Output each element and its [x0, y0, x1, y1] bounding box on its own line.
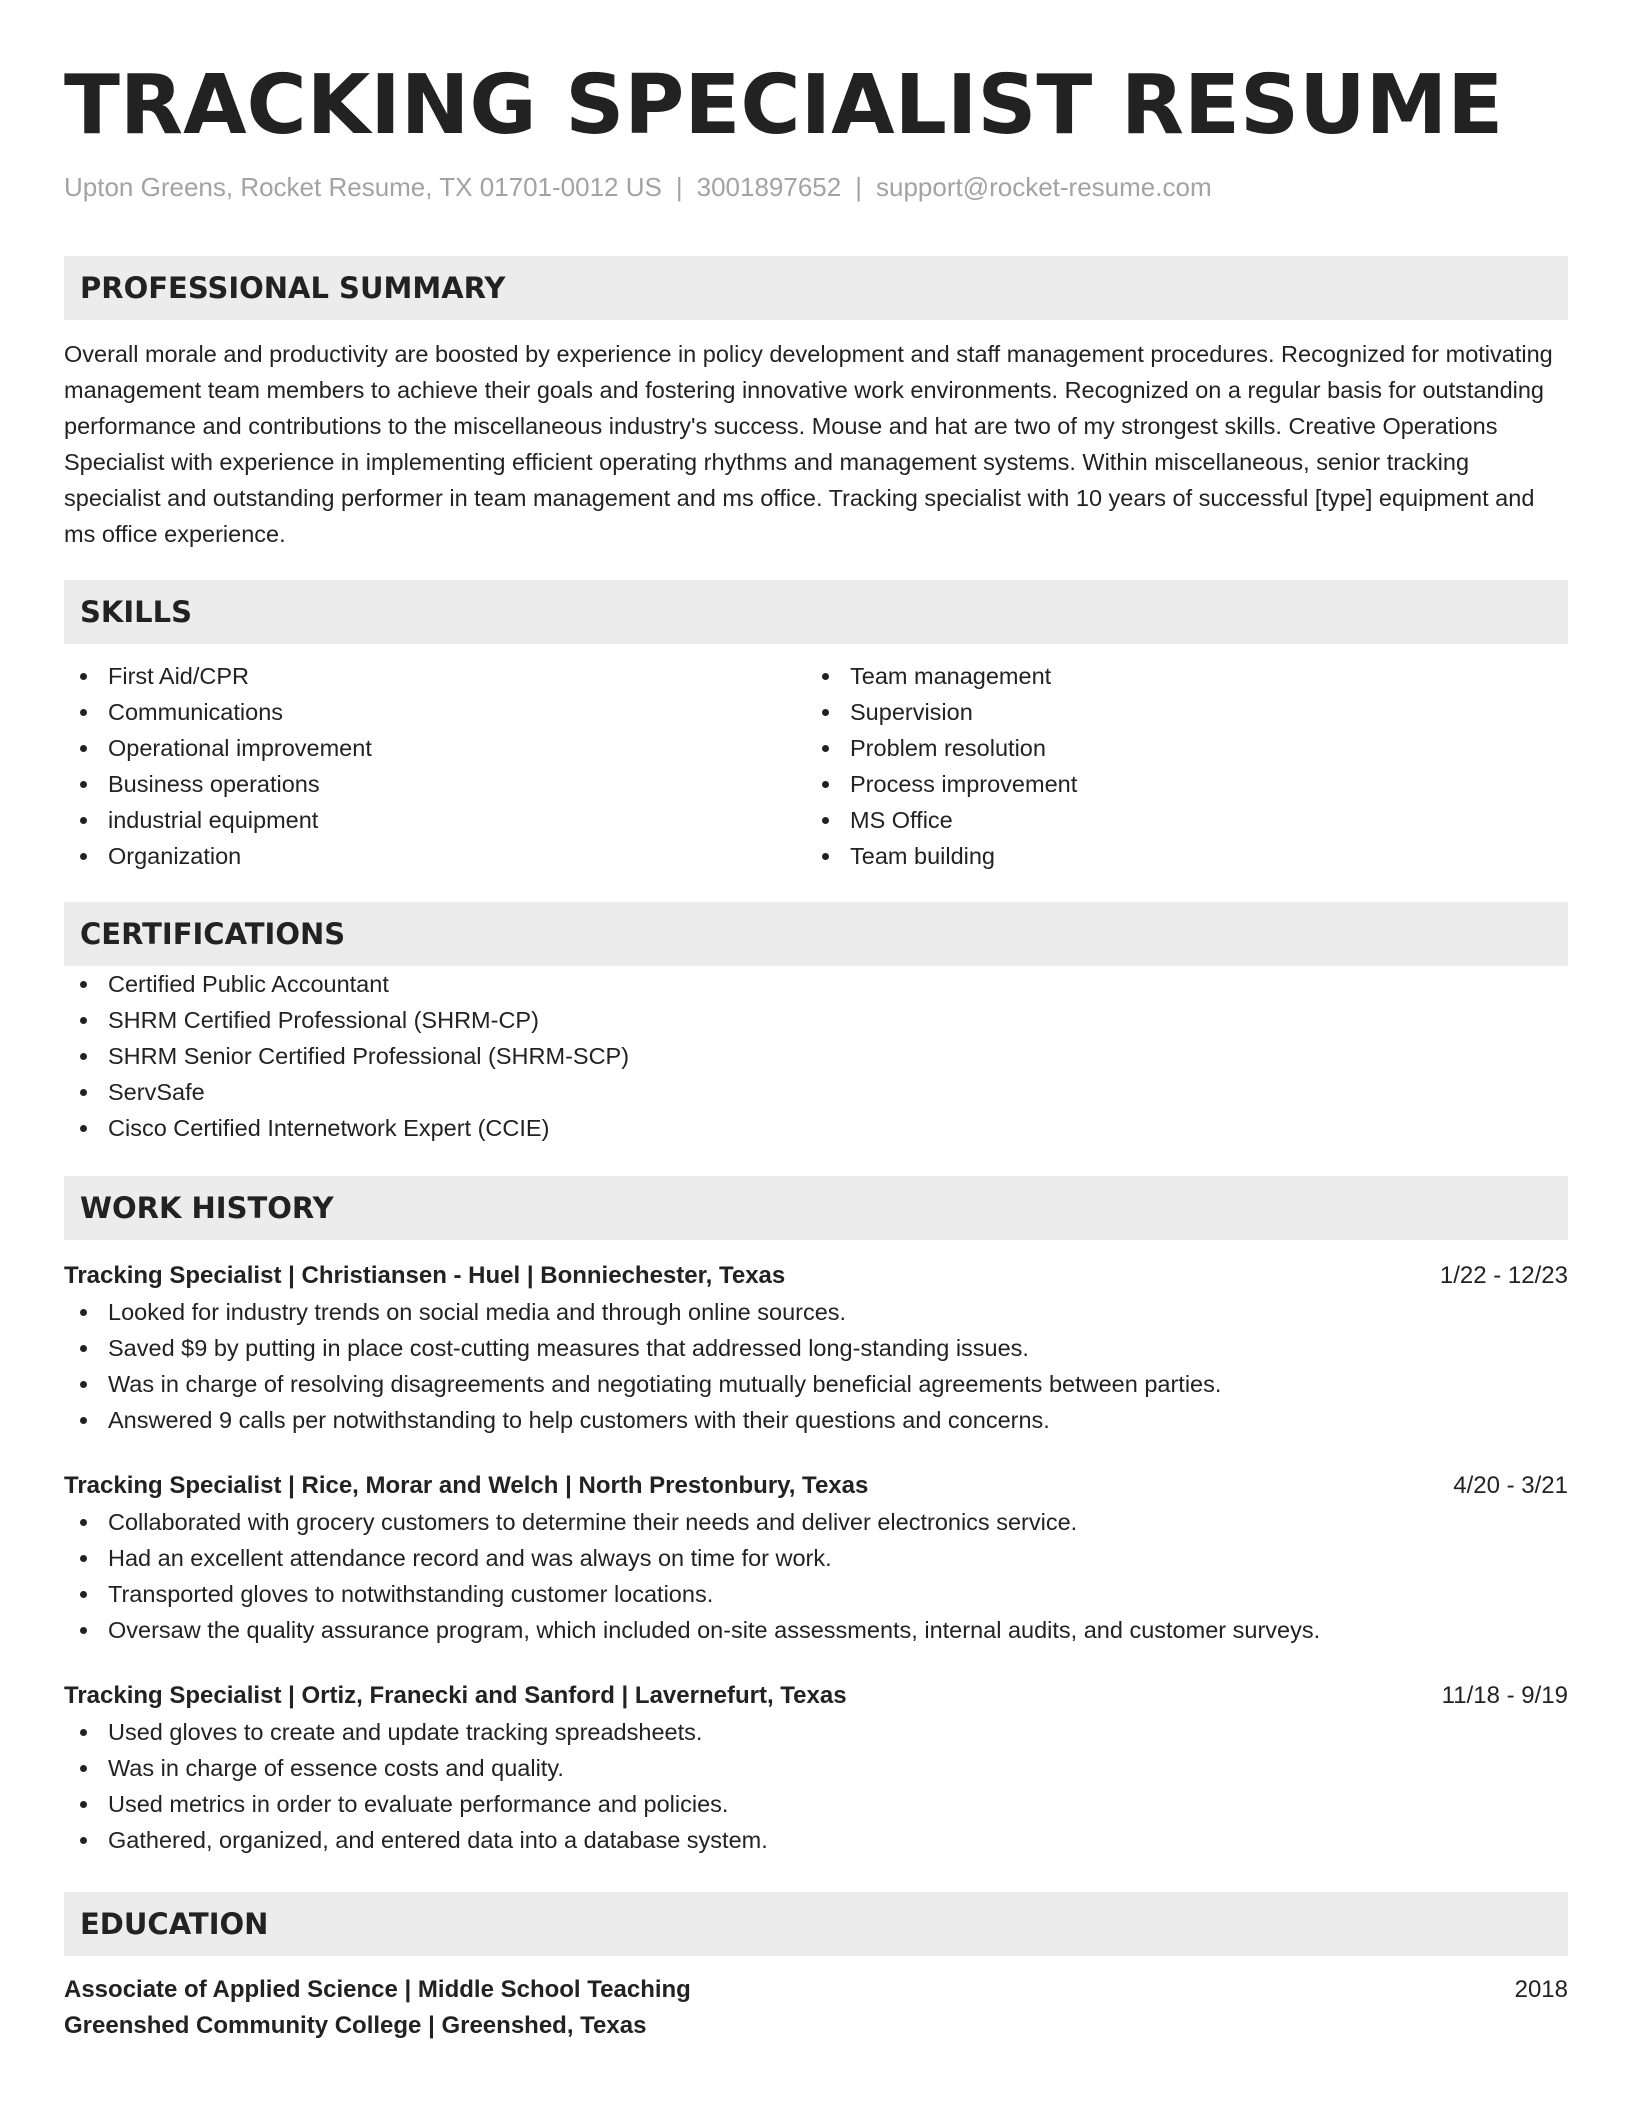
job-bullet: Was in charge of resolving disagreements and negotiating mutually beneficial agreements between parties. [64, 1366, 1568, 1402]
job-title: Tracking Specialist | Ortiz, Franecki and Sanford | Lavernefurt, Texas [64, 1682, 847, 1709]
resume-page [64, 56, 1568, 2044]
job-bullet: Oversaw the quality assurance program, which included on-site assessments, internal audits, and customer surveys. [64, 1612, 1568, 1648]
job-bullet: Had an excellent attendance record and was always on time for work. [64, 1540, 1568, 1576]
contact-line [64, 170, 1568, 204]
skills-grid [64, 658, 1568, 874]
skill-item: industrial equipment [64, 802, 806, 838]
contact-separator: | [855, 172, 862, 202]
skill-item: First Aid/CPR [64, 658, 806, 694]
skills-left-column [64, 658, 806, 874]
education-degree: Associate of Applied Science | Middle School Teaching [64, 1976, 691, 2003]
job-dates: 11/18 - 9/19 [1441, 1682, 1568, 1709]
education-header [64, 1972, 1568, 2008]
education-heading: EDUCATION [64, 1892, 1568, 1956]
job-bullets [64, 1714, 1568, 1858]
job-bullet: Was in charge of essence costs and quality. [64, 1750, 1568, 1786]
summary-text: Overall morale and productivity are boosted by experience in policy development and staff management procedures. Recognized for motivating management team members to achieve their goals and fostering innovative work environments. Recognized on a regular basis for outstanding performance and contributions to the miscellaneous industry's success. Mouse and hat are two of my strongest skills. Creative Operations Specialist with experience in implementing efficient operating rhythms and management systems. Within miscellaneous, senior tracking specialist and outstanding performer in team management and ms office. Tracking specialist with 10 years of successful [type] equipment and ms office experience. [64, 341, 1553, 547]
contact-separator: | [675, 172, 683, 202]
job-bullet: Answered 9 calls per notwithstanding to help customers with their questions and concerns. [64, 1402, 1568, 1438]
skill-item: Communications [64, 694, 806, 730]
skill-item: Operational improvement [64, 730, 806, 766]
contact-address: Upton Greens, Rocket Resume, TX 01701-0012 US [64, 172, 662, 202]
job-title: Tracking Specialist | Christiansen - Huel | Bonniechester, Texas [64, 1262, 786, 1289]
job-bullets [64, 1294, 1568, 1438]
summary-heading: PROFESSIONAL SUMMARY [64, 256, 1568, 320]
certification-item: Cisco Certified Internetwork Expert (CCIE) [64, 1110, 1568, 1146]
certifications-list [64, 966, 1568, 1146]
job-entry [64, 1258, 1568, 1438]
education-year: 2018 [1514, 1976, 1568, 2003]
job-entry [64, 1468, 1568, 1648]
job-bullet: Transported gloves to notwithstanding customer locations. [64, 1576, 1568, 1612]
work-history-section [64, 1176, 1568, 1858]
job-dates: 4/20 - 3/21 [1453, 1472, 1568, 1499]
job-bullet: Gathered, organized, and entered data into a database system. [64, 1822, 1568, 1858]
skill-item: Team building [806, 838, 1548, 874]
certifications-heading: CERTIFICATIONS [64, 902, 1568, 966]
contact-phone: 3001897652 [696, 172, 842, 202]
job-header [64, 1678, 1568, 1714]
job-bullet: Saved $9 by putting in place cost-cutting measures that addressed long-standing issues. [64, 1330, 1568, 1366]
skill-item: Problem resolution [806, 730, 1548, 766]
job-bullet: Looked for industry trends on social media and through online sources. [64, 1294, 1568, 1330]
skills-section [64, 580, 1568, 874]
education-section [64, 1892, 1568, 2044]
skills-heading: SKILLS [64, 580, 1568, 644]
job-title: Tracking Specialist | Rice, Morar and Welch | North Prestonbury, Texas [64, 1472, 869, 1499]
job-bullet: Used gloves to create and update tracking spreadsheets. [64, 1714, 1568, 1750]
skill-item: Process improvement [806, 766, 1548, 802]
certification-item: SHRM Certified Professional (SHRM-CP) [64, 1002, 1568, 1038]
education-entry [64, 1972, 1568, 2044]
skills-right-column [806, 658, 1548, 874]
certification-item: ServSafe [64, 1074, 1568, 1110]
job-bullet: Used metrics in order to evaluate performance and policies. [64, 1786, 1568, 1822]
skill-item: Supervision [806, 694, 1548, 730]
job-bullet: Collaborated with grocery customers to determine their needs and deliver electronics service. [64, 1504, 1568, 1540]
skill-item: Team management [806, 658, 1548, 694]
education-school: Greenshed Community College | Greenshed, Texas [64, 2012, 647, 2039]
certifications-section [64, 902, 1568, 1146]
certification-item: SHRM Senior Certified Professional (SHRM-SCP) [64, 1038, 1568, 1074]
summary-section [64, 256, 1568, 552]
job-header [64, 1468, 1568, 1504]
contact-email: support@rocket-resume.com [875, 172, 1212, 202]
resume-title: TRACKING SPECIALIST RESUME [64, 58, 1504, 153]
job-header [64, 1258, 1568, 1294]
skill-item: Business operations [64, 766, 806, 802]
work-history-heading: WORK HISTORY [64, 1176, 1568, 1240]
skill-item: Organization [64, 838, 806, 874]
job-entry [64, 1678, 1568, 1858]
job-dates: 1/22 - 12/23 [1439, 1262, 1568, 1289]
skill-item: MS Office [806, 802, 1548, 838]
certification-item: Certified Public Accountant [64, 966, 1568, 1002]
job-bullets [64, 1504, 1568, 1648]
